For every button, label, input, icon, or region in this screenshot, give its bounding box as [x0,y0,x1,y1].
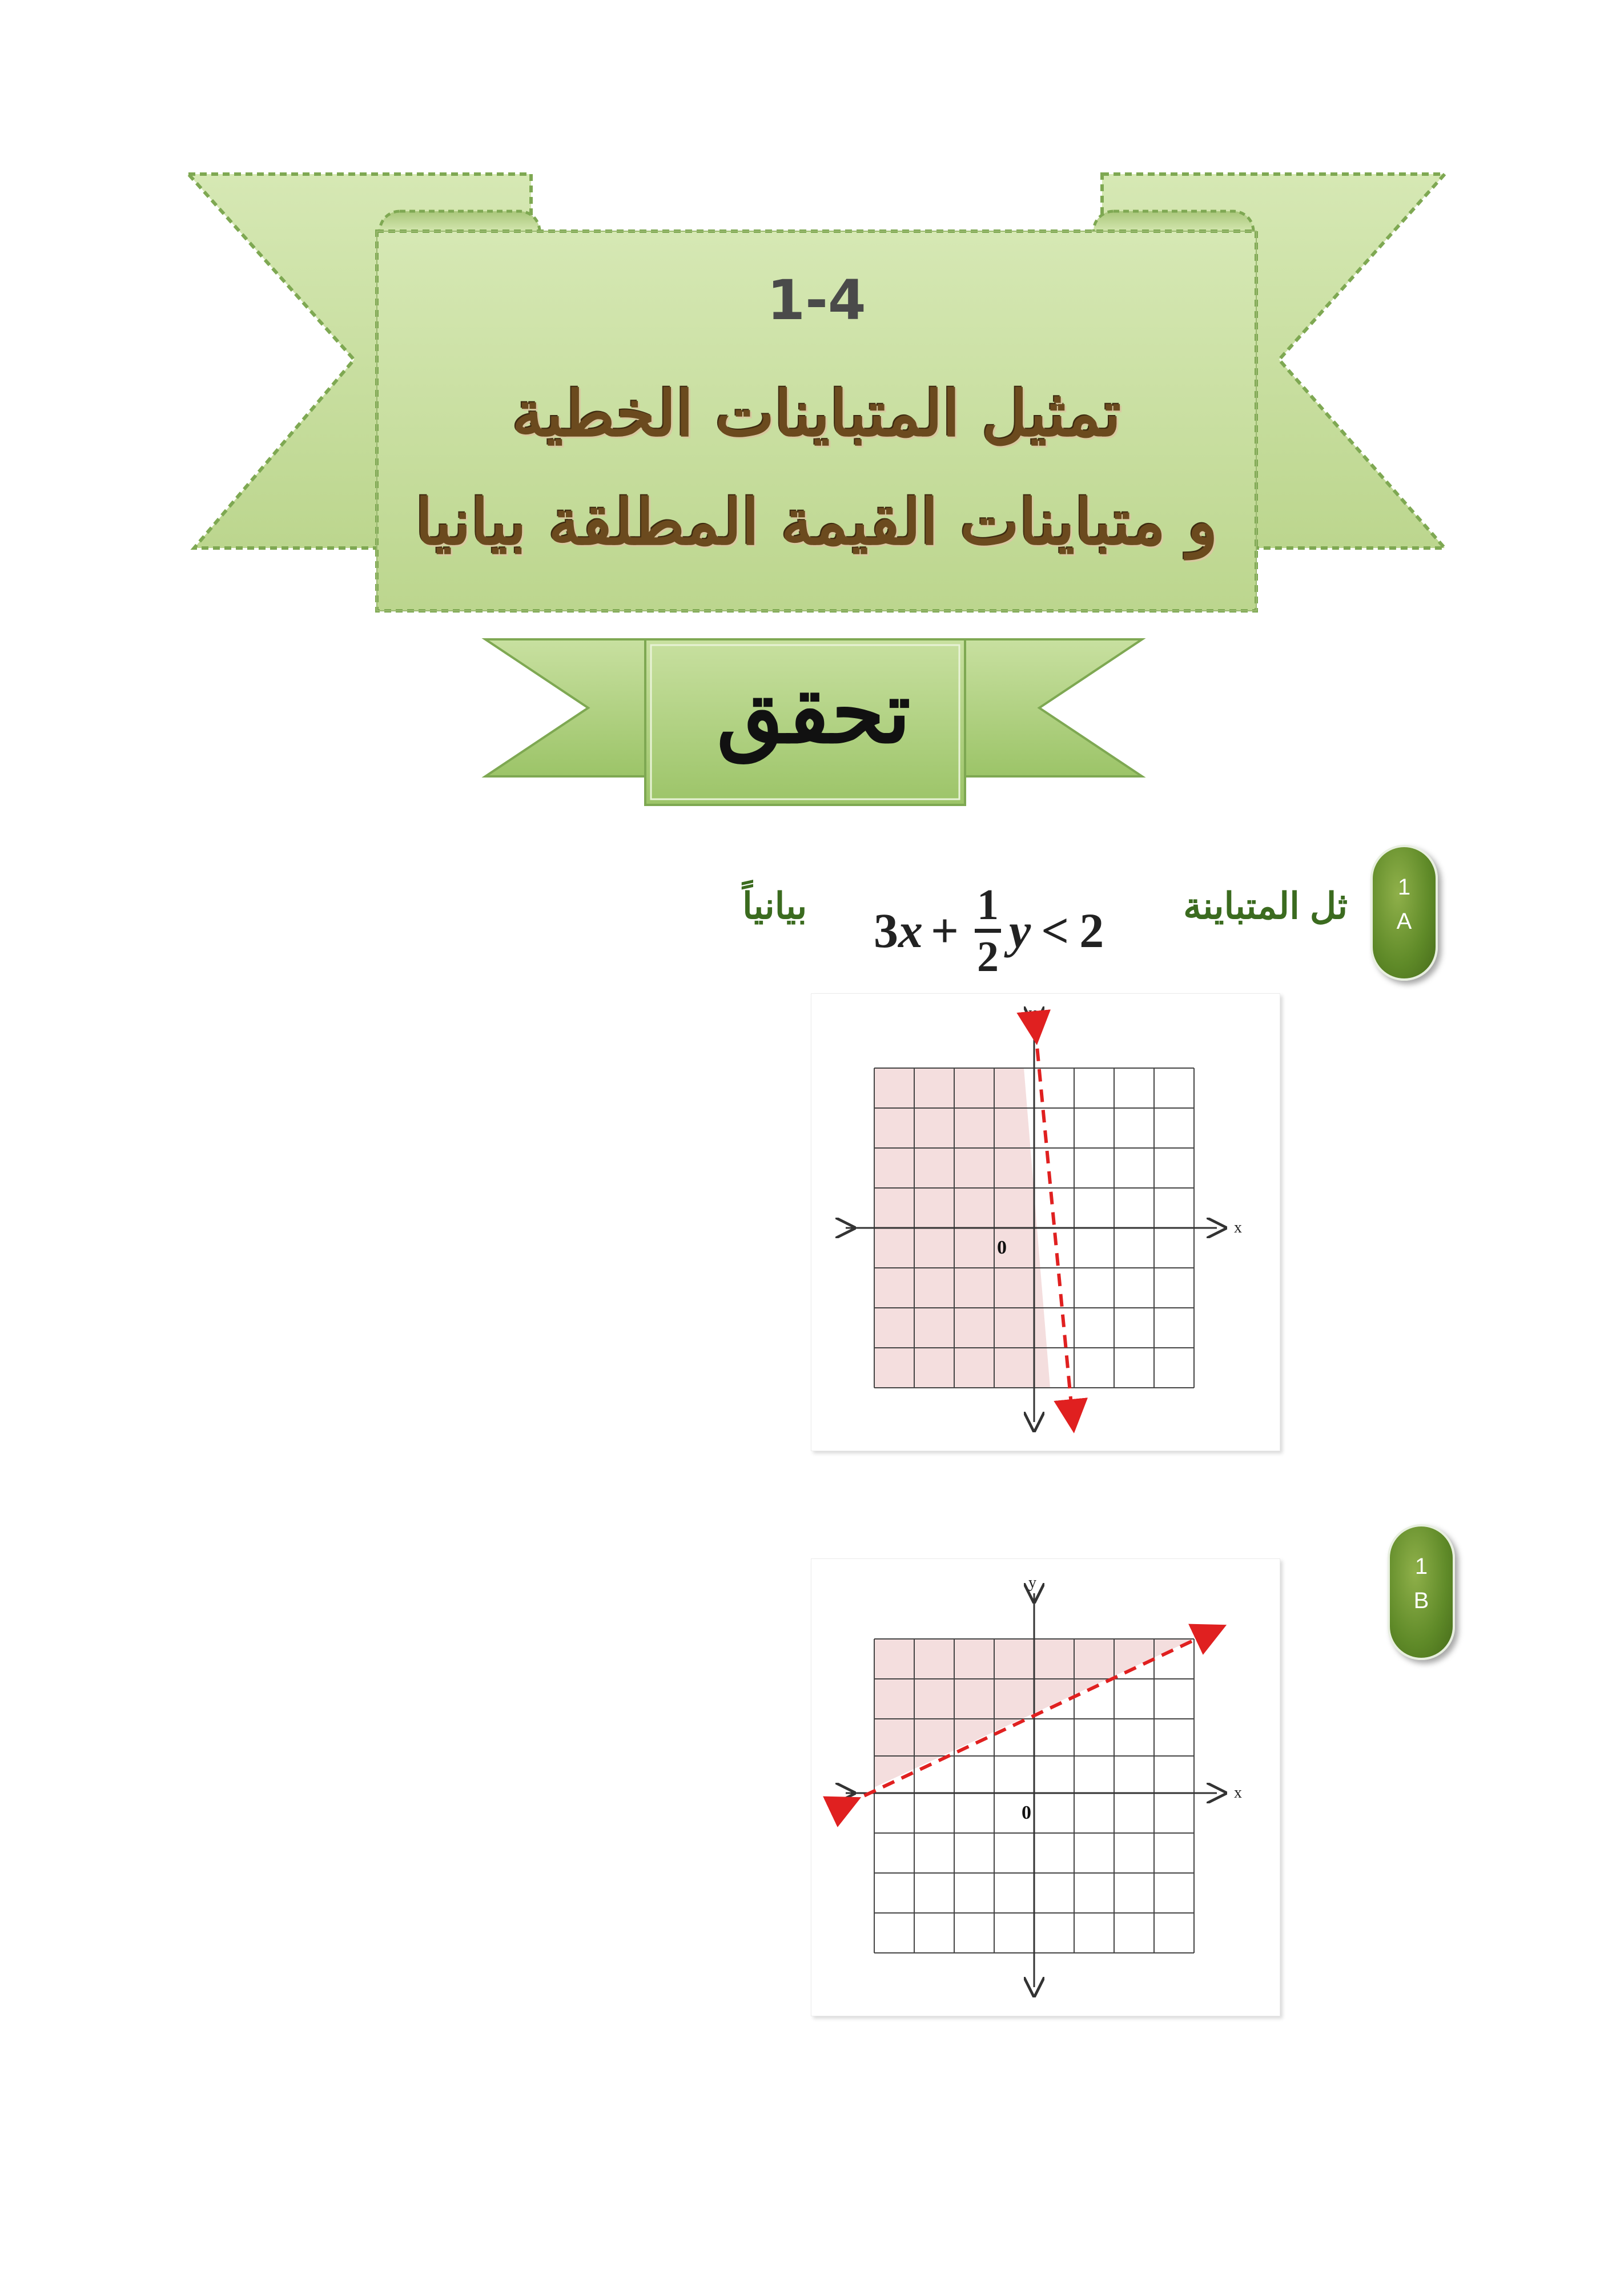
graph-1a-svg [811,994,1280,1451]
problem-badge-1a [1370,845,1438,981]
problem-1a-statement [742,873,1348,988]
fraction-numerator: 1 [977,880,999,929]
fraction-denominator: 2 [977,932,999,981]
y-axis-label: y [1028,1004,1036,1022]
y-axis-label: y [1028,1574,1036,1592]
graph-1b-svg [811,1559,1280,2016]
badge-letter: B [1413,1588,1429,1613]
instruction-prefix: ثل المتباينة [1183,885,1348,927]
x-axis-label: x [1234,1784,1242,1802]
less-than-sign: < [1041,903,1070,958]
problem-badge-1b [1388,1524,1455,1660]
fraction-one-half [975,881,1001,981]
instruction-suffix: بيانياً [742,885,807,927]
origin-label: 0 [1022,1802,1031,1823]
graph-1a [811,993,1280,1451]
graph-1b [811,1558,1280,2016]
badge-letter: A [1396,909,1412,934]
lesson-title-line1: تمثيل المتباينات الخطية [512,377,1121,450]
var-y: y [1009,903,1031,958]
check-label: تحقق [717,662,911,763]
inequality-expression [874,873,1104,988]
badge-number: 1 [1414,1554,1428,1579]
badge-number: 1 [1397,875,1411,900]
rhs-2: 2 [1079,903,1104,958]
lesson-number: 1-4 [767,268,866,332]
var-x: x [898,903,923,958]
fraction-bar [975,929,1001,933]
lesson-title-line2: و متباينات القيمة المطلقة بيانيا [415,485,1218,559]
x-axis-label: x [1234,1219,1242,1236]
plus-sign: + [931,903,959,958]
coef-3: 3 [874,903,898,958]
origin-label: 0 [997,1237,1007,1258]
